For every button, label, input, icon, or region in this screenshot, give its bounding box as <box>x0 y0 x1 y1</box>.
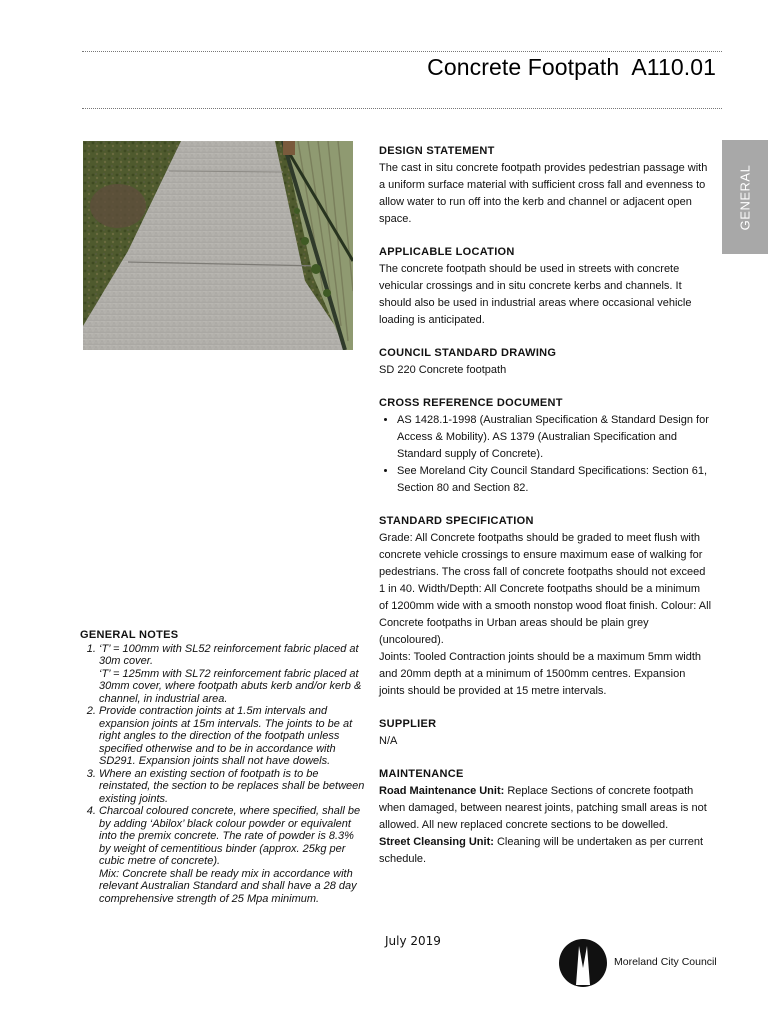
supplier-section <box>379 717 711 750</box>
footer-date: July 2019 <box>385 934 441 948</box>
list-item <box>99 705 365 768</box>
applicable-location-heading: APPLICABLE LOCATION <box>379 246 515 258</box>
category-tab <box>722 140 768 254</box>
standard-specification-section <box>379 514 711 700</box>
list-item: • See Moreland City Council Standard Specifications: Section 61, Section 80 and Section 82. <box>397 463 711 497</box>
list-item: • AS 1428.1-1998 (Australian Specification & Standard Design for Access & Mobility). AS 1379 (Australian Specification and Standard supply of Concrete). <box>397 412 711 463</box>
page-title <box>427 54 716 81</box>
maintenance-heading: MAINTENANCE <box>379 768 464 780</box>
footpath-photo <box>83 141 353 350</box>
council-name: Moreland City Council <box>614 956 717 968</box>
maintenance-section <box>379 767 711 868</box>
note-text: Mix: Concrete shall be ready mix in accordance with relevant Australian Standard and shall have a 28 day comprehensive strength of 25 Mpa minimum. <box>99 867 357 905</box>
standard-drawing-heading: COUNCIL STANDARD DRAWING <box>379 347 557 359</box>
cross-reference-list <box>379 412 711 497</box>
note-text: ‘T’ = 125mm with SL72 reinforcement fabric placed at 30mm cover, where footpath abuts kerb and/or kerb & channel, in industrial area. <box>99 667 362 705</box>
cross-reference-section <box>379 396 711 497</box>
top-dotted-rule <box>82 51 722 52</box>
council-logo-icon <box>558 938 608 988</box>
list-item <box>99 643 365 706</box>
street-cleansing-text: Cleaning will be undertaken as per current schedule. <box>379 836 704 865</box>
design-statement-section <box>379 144 711 228</box>
title-dotted-rule <box>82 108 722 109</box>
standard-drawing-text: SD 220 Concrete footpath <box>379 364 507 376</box>
note-text: 4. Charcoal coloured concrete, where specified, shall be by adding ‘Abilox’ black colour powder or equivalent into the premix concrete. The rate of powder is 8.3% by weight of cementitious binder (approx. 25kg per cubic metre of concrete). <box>99 805 361 867</box>
standard-specification-heading: STANDARD SPECIFICATION <box>379 515 534 527</box>
general-notes <box>80 629 365 905</box>
note-text: 1. ‘T’ = 100mm with SL52 reinforcement fabric placed at 30m cover. <box>99 642 359 667</box>
design-statement-heading: DESIGN STATEMENT <box>379 145 495 157</box>
specification-joints-text: Joints: Tooled Contraction joints should be a maximum 5mm width and 20mm depth at a minimum of 1500mm centres. Expansion joints should be provided at 15 metre intervals. <box>379 651 702 697</box>
specification-grade-text: Grade: All Concrete footpaths should be graded to meet flush with concrete vehicle crossings to ensure maximum ease of walking for pedestrians. The cross fall of concrete footpaths should not exceed 1 in 40. Width/Depth: All Concrete footpaths should be a minimum of 1200mm wide with a smooth nonstop wood float finish. Colour: All Concrete footpaths in Urban areas should be plain grey (uncoloured). <box>379 532 712 646</box>
road-maintenance-label: Road Maintenance Unit: <box>379 785 505 797</box>
list-item <box>99 805 365 905</box>
road-maintenance-text: Replace Sections of concrete footpath when damaged, between nearest joints, patching small areas is not allowed. All new replaced concrete sections to be dowelled. <box>379 785 707 831</box>
cross-reference-heading: CROSS REFERENCE DOCUMENT <box>379 397 563 409</box>
applicable-location-text: The concrete footpath should be used in streets with concrete vehicular crossings and in situ concrete kerbs and channels. It should also be used in industrial areas where occasional vehicle loading is anticipated. <box>379 263 692 326</box>
note-text: 2. Provide contraction joints at 1.5m intervals and expansion joints at 15m intervals. The joints to be at right angles to the direction of the footpath unless specified otherwise and to be in accordance with SD291. Expansion joints shall not have dowels. <box>99 705 353 767</box>
design-statement-text: The cast in situ concrete footpath provides pedestrian passage with a uniform surface material with sufficient cross fall and evenness to allow water to run off into the kerb and channel or adjacent open space. <box>379 162 708 225</box>
street-cleansing-paragraph <box>379 834 711 868</box>
street-cleansing-label: Street Cleansing Unit: <box>379 836 494 848</box>
title-text: Concrete Footpath <box>427 54 620 80</box>
document-code: A110.01 <box>631 54 716 80</box>
category-tab-label: GENERAL <box>737 164 753 230</box>
list-item <box>99 768 365 806</box>
applicable-location-section <box>379 245 711 329</box>
specification-column <box>379 144 711 885</box>
general-notes-list <box>80 643 365 906</box>
supplier-text: N/A <box>379 735 398 747</box>
note-text: 3. Where an existing section of footpath is to be reinstated, the section to be replaces shall be between existing joints. <box>99 767 365 805</box>
standard-drawing-section <box>379 346 711 379</box>
supplier-heading: SUPPLIER <box>379 718 437 730</box>
road-maintenance-paragraph <box>379 783 711 834</box>
general-notes-heading: GENERAL NOTES <box>80 629 179 641</box>
